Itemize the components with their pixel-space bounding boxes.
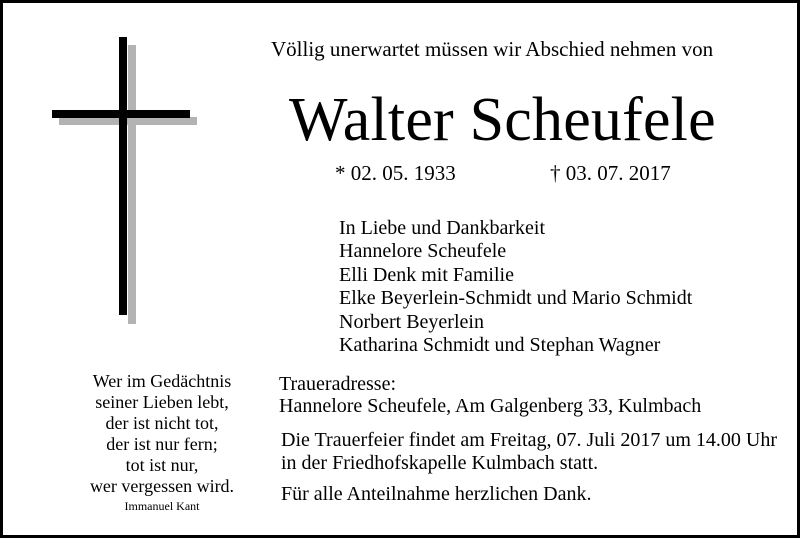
mourners-line: Norbert Beyerlein xyxy=(339,310,484,333)
death-date: † 03. 07. 2017 xyxy=(550,161,671,185)
mourners-line: In Liebe und Dankbarkeit xyxy=(339,217,546,239)
quote-line: der ist nur fern; xyxy=(106,434,218,454)
mourners-line: Elke Beyerlein-Schmidt und Mario Schmidt xyxy=(339,287,693,310)
quote-line: Wer im Gedächtnis xyxy=(92,371,232,391)
quote-author: Immanuel Kant xyxy=(124,499,200,513)
quote-line: tot ist nur, xyxy=(125,455,199,475)
memorial-quote xyxy=(47,371,277,514)
address-text: Hannelore Scheufele, Am Galgenberg 33, Kulmbach xyxy=(279,395,702,417)
quote-line: der ist nicht tot, xyxy=(105,413,219,433)
thanks-text: Für alle Anteilnahme herzlichen Dank. xyxy=(281,483,592,505)
intro-text: Völlig unerwartet müssen wir Abschied nehmen von xyxy=(271,37,714,61)
cross-icon xyxy=(49,37,199,327)
mourners-line: Katharina Schmidt und Stephan Wagner xyxy=(339,334,661,357)
birth-date: * 02. 05. 1933 xyxy=(335,161,456,185)
service-info-line-2: in der Friedhofskapelle Kulmbach statt. xyxy=(281,452,599,474)
service-info-line-1: Die Trauerfeier findet am Freitag, 07. Juli 2017 um 14.00 Uhr xyxy=(281,429,778,451)
mourners-line: Elli Denk mit Familie xyxy=(339,263,514,286)
quote-line: wer vergessen wird. xyxy=(89,476,235,496)
mourners-line: Hannelore Scheufele xyxy=(339,240,507,263)
address-label: Traueradresse: xyxy=(279,373,397,395)
mourners-list xyxy=(339,217,692,357)
deceased-name: Walter Scheufele xyxy=(289,86,716,154)
quote-line: seiner Lieben lebt, xyxy=(95,392,229,412)
